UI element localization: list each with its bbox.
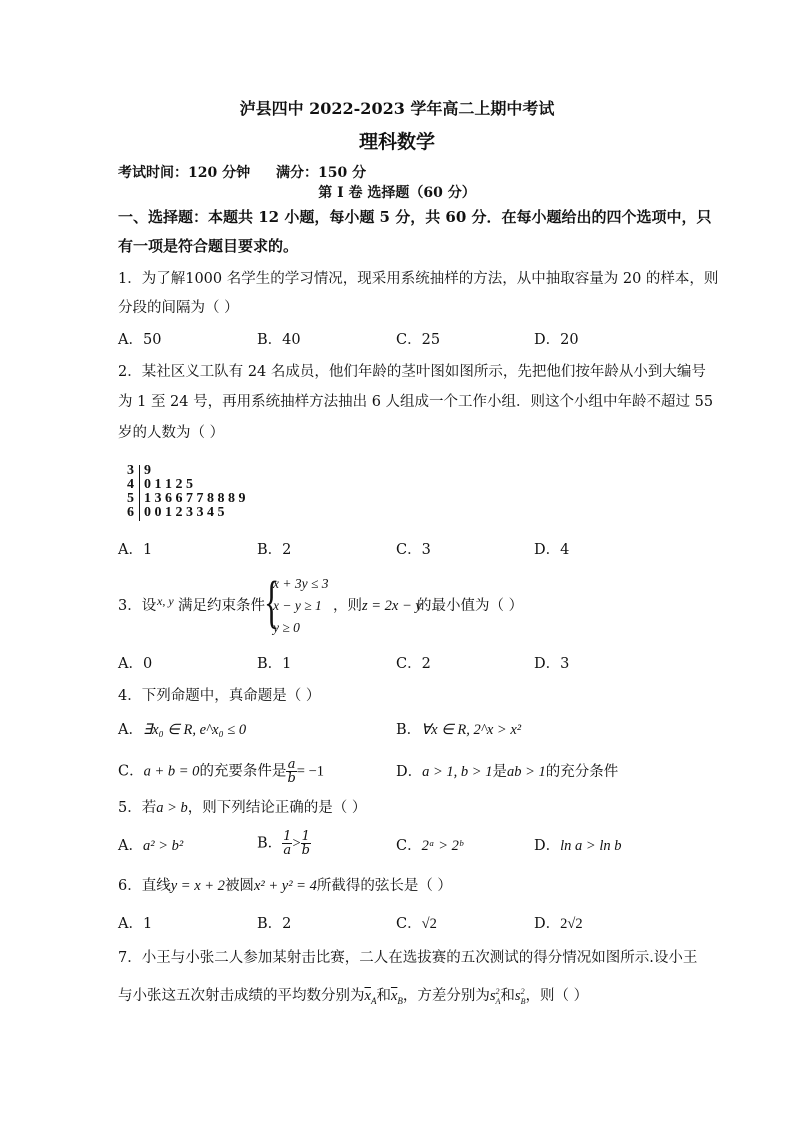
stem-divider xyxy=(139,465,140,521)
q4-stem: 4．下列命题中，真命题是（ ） xyxy=(118,688,321,704)
q3-constraint: x + 3y ≤ 3 xyxy=(273,576,329,591)
q6-option-a: A．1 xyxy=(118,916,153,932)
instructions-line-1: 一、选择题：本题共 12 小题，每小题 5 分，共 60 分．在每小题给出的四个选项中，只 xyxy=(118,208,712,226)
q7-text-a: 与小张这五次射击成绩的平均数分别为 xyxy=(118,987,365,1004)
q1-option-c: C．25 xyxy=(396,332,441,348)
fraction-denominator: b xyxy=(301,843,310,858)
q4-d-math-2: ab > 1 xyxy=(506,764,546,780)
q5-c-math: 2ᵃ > 2ᵇ xyxy=(421,838,463,854)
q7-text-b: 和 xyxy=(376,987,391,1004)
instructions-line-2: 有一项是符合题目要求的。 xyxy=(118,237,299,255)
q6-option-d xyxy=(534,914,583,934)
option-label: D． xyxy=(396,764,423,780)
q3-comma: ，则 xyxy=(333,598,362,614)
fraction xyxy=(286,758,296,785)
stem-value: 4 xyxy=(127,477,134,492)
q4-option-b xyxy=(396,720,521,740)
variance-a: $s^2_A$ xyxy=(489,987,501,1006)
leaf-row: 0 1 1 2 5 xyxy=(144,477,193,492)
q4-c-math-2: = −1 xyxy=(296,763,324,780)
q2-option-b: B．2 xyxy=(257,542,292,558)
q3-prefix: 3．设 xyxy=(118,598,157,614)
q5-option-b xyxy=(257,830,311,857)
q6-d-math: 2√2 xyxy=(560,916,583,932)
exam-title: 泸县四中 2022-2023 学年高二上期中考试 xyxy=(239,99,555,118)
q5-prefix: 5．若 xyxy=(118,800,157,816)
q1-option-a: A．50 xyxy=(118,332,162,348)
option-label: A． xyxy=(118,722,143,738)
q6-option-b: B．2 xyxy=(257,916,292,932)
leaf-column xyxy=(144,464,246,520)
option-label: A． xyxy=(118,838,143,854)
q4-b-math: ∀x ∈ R, 2^x > x² xyxy=(421,722,522,738)
fraction-numerator: 1 xyxy=(301,829,310,844)
q2-line-2: 为 1 至 24 号，再用系统抽样方法抽出 6 人组成一个工作小组．则这个小组中年龄不超过 55 xyxy=(118,394,714,410)
q5-option-a xyxy=(118,836,183,856)
q6-option-c xyxy=(396,914,437,934)
fraction-denominator: a xyxy=(283,843,292,858)
mean-b: $\overline{x}_B$ xyxy=(390,987,403,1006)
q3-objective: z = 2x − y xyxy=(362,598,422,614)
q5-suffix: ，则下列结论正确的是（ ） xyxy=(187,800,367,816)
q4-d-text-2: 的充分条件 xyxy=(545,764,619,780)
q3-vars: x, y xyxy=(157,594,174,608)
option-label: B． xyxy=(396,722,422,738)
q3-option-a: A．0 xyxy=(118,656,153,672)
section-title: 第 I 卷 选择题（60 分） xyxy=(318,185,476,201)
q5-stem xyxy=(118,798,366,818)
q5-d-math: ln a > ln b xyxy=(560,838,622,854)
stem-value: 6 xyxy=(127,505,134,520)
q7-text-c: ，方差分别为 xyxy=(402,987,490,1004)
q2-option-a: A．1 xyxy=(118,542,153,558)
q3-option-c: C．2 xyxy=(396,656,431,672)
subject-title: 理科数学 xyxy=(358,131,435,153)
option-label: C． xyxy=(118,763,144,780)
mean-a: $\overline{x}_A$ xyxy=(364,987,377,1006)
q3-constraint: x − y ≥ 1 xyxy=(273,598,322,613)
option-label: B． xyxy=(257,835,283,852)
q4-d-math: a > 1, b > 1 xyxy=(422,764,493,780)
q3-constraint: y ≥ 0 xyxy=(273,620,300,635)
fraction-numerator: 1 xyxy=(283,829,292,844)
q6-stem xyxy=(118,876,452,896)
q2-option-c: C．3 xyxy=(396,542,431,558)
q1-line-1: 1．为了解1000 名学生的学习情况，现采用系统抽样的方法，从中抽取容量为 20 的样本，则 xyxy=(118,271,719,287)
q7-line-2 xyxy=(118,982,588,1012)
q6-suffix: 所截得的弦长是（ ） xyxy=(316,878,452,894)
q5-cond: a > b xyxy=(156,800,188,816)
fraction-numerator: a xyxy=(287,757,296,772)
leaf-row: 9 xyxy=(144,463,151,478)
q4-c-math: a + b = 0 xyxy=(143,763,200,780)
fraction xyxy=(282,830,292,857)
option-label: C． xyxy=(396,838,422,854)
q2-line-1: 2．某社区义工队有 24 名成员，他们年龄的茎叶图如图所示，先把他们按年龄从小到大编号 xyxy=(118,364,706,380)
q6-circle-eq: x² + y² = 4 xyxy=(253,878,317,894)
q5-option-c xyxy=(396,836,463,856)
q5-a-math: a² > b² xyxy=(142,838,184,854)
q6-mid: 被圆 xyxy=(224,878,254,894)
left-brace-icon: { xyxy=(264,569,280,634)
q4-c-text: 的充要条件是 xyxy=(199,763,287,780)
q5-b-gt: > xyxy=(292,835,301,852)
q7-text-d: 和 xyxy=(500,987,515,1004)
stem-value: 5 xyxy=(127,491,134,506)
q4-option-d xyxy=(396,762,618,782)
q6-c-math: √2 xyxy=(421,916,437,932)
q2-line-3: 岁的人数为（ ） xyxy=(118,425,225,441)
q4-option-a xyxy=(118,720,246,740)
full-score: 满分：150 分 xyxy=(276,165,367,181)
fraction-denominator: b xyxy=(287,771,296,786)
q7-text-e: ，则（ ） xyxy=(525,987,589,1004)
q6-line-eq: y = x + 2 xyxy=(170,878,225,894)
exam-time: 考试时间：120 分钟 xyxy=(118,165,251,181)
q3-suffix: 的最小值为（ ） xyxy=(417,598,524,614)
q7-line-1: 7．小王与小张二人参加某射击比赛，二人在选拔赛的五次测试的得分情况如图所示.设小王 xyxy=(118,950,698,966)
q1-option-b: B．40 xyxy=(257,332,301,348)
variance-b: $s^2_B$ xyxy=(514,987,526,1006)
leaf-row: 0 0 1 2 3 3 4 5 xyxy=(144,505,225,520)
stem-column xyxy=(122,464,134,520)
q6-prefix: 6．直线 xyxy=(118,878,171,894)
q3-option-b: B．1 xyxy=(257,656,292,672)
q2-option-d: D．4 xyxy=(534,542,570,558)
q4-d-text: 是 xyxy=(492,764,507,780)
q3-mid: 满足约束条件 xyxy=(178,598,265,614)
fraction xyxy=(301,830,311,857)
option-label: D． xyxy=(534,838,561,854)
q4-a-math: ∃x₀ ∈ R, e^x₀ ≤ 0 xyxy=(142,722,247,738)
q4-option-c xyxy=(118,758,324,785)
option-label: C． xyxy=(396,916,422,932)
q1-option-d: D．20 xyxy=(534,332,579,348)
q5-option-d xyxy=(534,836,621,856)
q1-line-2: 分段的间隔为（ ） xyxy=(118,300,239,316)
stem-value: 3 xyxy=(127,463,134,478)
option-label: D． xyxy=(534,916,561,932)
q3-option-d: D．3 xyxy=(534,656,570,672)
leaf-row: 1 3 6 6 7 7 8 8 8 9 xyxy=(144,491,246,506)
